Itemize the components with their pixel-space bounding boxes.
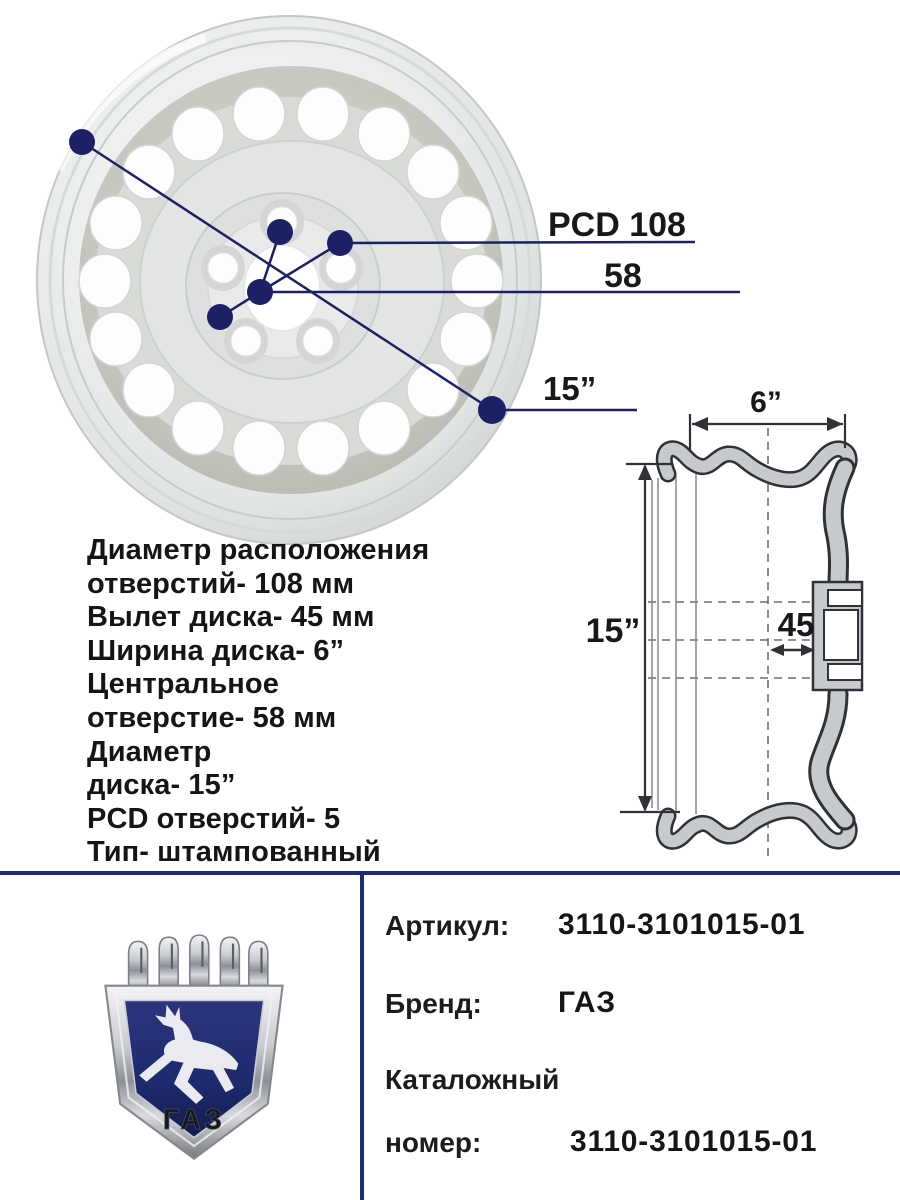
cross-section-diagram [586, 386, 862, 858]
dot-center [247, 279, 273, 305]
section-diameter-label: 15” [585, 612, 641, 650]
spec-line: отверстие- 58 мм [87, 701, 337, 734]
spec-line: Ширина диска- 6” [87, 634, 345, 667]
hub-mounting-pad [813, 582, 862, 690]
dot-rim-edge [69, 129, 95, 155]
spec-line: Диаметр расположения [87, 534, 430, 566]
wheel-diameter-label: 15” [543, 370, 597, 407]
article-label: Артикул: [385, 910, 510, 941]
logo-brand-text: ГАЗ [162, 1104, 226, 1137]
center-bore-label: 58 [604, 257, 642, 295]
gaz-logo [88, 933, 300, 1165]
spec-line: Центральное [87, 668, 279, 701]
dot-lug-left [207, 304, 233, 330]
section-width-label: 6” [750, 386, 782, 419]
vertical-divider [360, 875, 364, 1200]
dot-lug-right [327, 230, 353, 256]
dot-rim-bottom [478, 396, 506, 424]
dot-hub-top [267, 219, 293, 245]
catalog-value: 3110-3101015-01 [570, 1125, 818, 1158]
catalog-label-line1: Каталожный [385, 1064, 560, 1095]
brand-label: Бренд: [385, 988, 482, 1019]
spec-line: Диаметр [87, 735, 212, 768]
spec-line: отверстий- 108 мм [87, 567, 355, 600]
wheel-photo [37, 16, 541, 544]
spec-line: Тип- штампованный [87, 836, 381, 869]
spec-line: диска- 15” [87, 769, 236, 802]
article-value: 3110-3101015-01 [558, 908, 806, 941]
pcd-label: PCD 108 [548, 206, 686, 244]
section-offset-label: 45 [777, 606, 815, 643]
horizontal-divider [0, 871, 900, 875]
spec-list [87, 534, 517, 870]
catalog-label-line2: номер: [385, 1127, 482, 1158]
brand-value: ГАЗ [558, 986, 616, 1019]
spec-line: Вылет диска- 45 мм [87, 601, 375, 634]
spec-line: PCD отверстий- 5 [87, 802, 341, 835]
